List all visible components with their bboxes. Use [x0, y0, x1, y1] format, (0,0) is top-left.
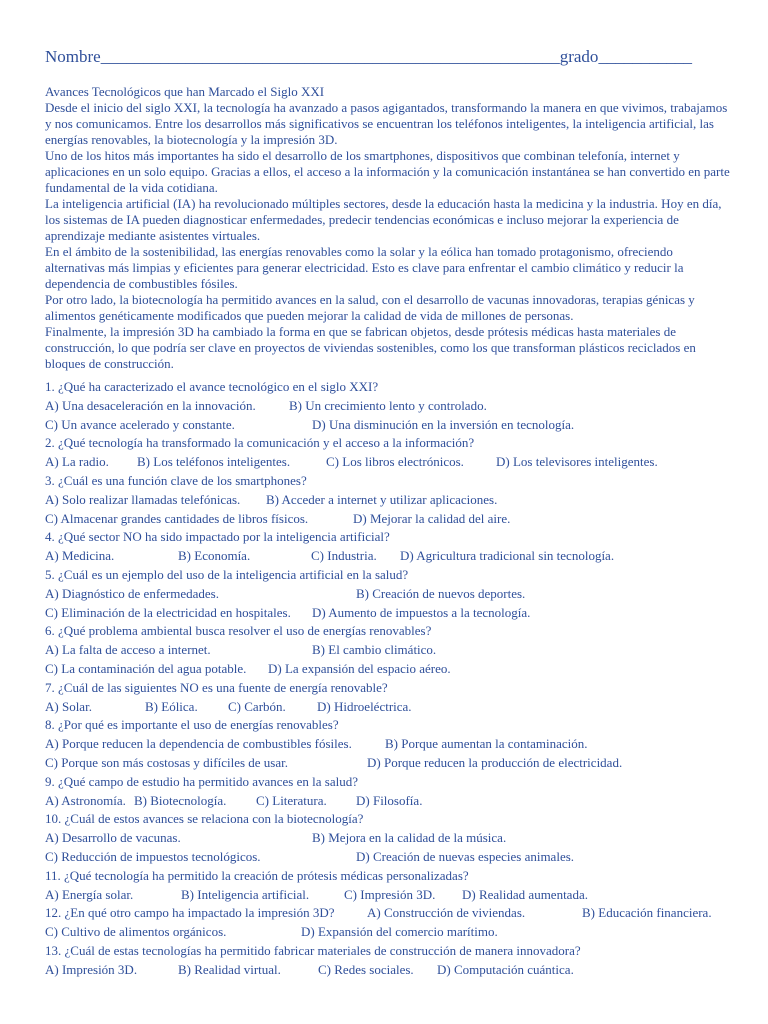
paragraph: Finalmente, la impresión 3D ha cambiado la forma en que se fabrican objetos, desde prótesis médicas hasta materiales de construcción, lo que podría ser clave en proyectos de viviendas sostenibles, como los que transforman plásticos reciclados en bloques de construcción. [45, 324, 696, 371]
answer-option[interactable]: A) Solar. [45, 698, 92, 714]
options-row [45, 886, 745, 905]
answer-option[interactable]: A) Construcción de viviendas. [367, 905, 526, 921]
options-row [45, 641, 745, 660]
question-text [45, 622, 745, 641]
question-text [45, 716, 745, 735]
answer-option[interactable]: A) Diagnóstico de enfermedades. [45, 585, 219, 601]
answer-option[interactable]: A) La falta de acceso a internet. [45, 642, 211, 658]
paragraph: Desde el inicio del siglo XXI, la tecnología ha avanzado a pasos agigantados, transformando la manera en que vivimos, trabajamos y nos comunicamos. Entre los desarrollos más significativos se encuentran los teléfonos inteligentes, la inteligencia artificial, las energías renovables, la biotecnología y la impresión 3D. [45, 100, 728, 147]
answer-option[interactable]: D) Agricultura tradicional sin tecnología. [400, 548, 615, 564]
answer-option[interactable]: D) Mejorar la calidad del aire. [353, 510, 511, 526]
question-text [45, 773, 745, 792]
grade-label: grado [559, 47, 599, 66]
options-row [45, 698, 745, 717]
answer-option[interactable]: D) Realidad aumentada. [462, 886, 588, 902]
question-prompt: 11. ¿Qué tecnología ha permitido la creación de prótesis médicas personalizadas? [45, 867, 469, 883]
answer-option[interactable]: A) Porque reducen la dependencia de combustibles fósiles. [45, 736, 352, 752]
options-row [45, 829, 745, 848]
answer-option[interactable]: A) Astronomía. [45, 792, 126, 808]
answer-option[interactable]: D) Filosofía. [356, 792, 423, 808]
paragraph: En el ámbito de la sostenibilidad, las energías renovables como la solar y la eólica han tomado protagonismo, ofreciendo alternativas más limpias y eficientes para generar electricidad. Esto es clave para enfrentar el cambio climático y reducir la dependencia de combustibles fósiles. [45, 244, 684, 291]
options-row [45, 416, 745, 435]
question-prompt: 3. ¿Cuál es una función clave de los smartphones? [45, 472, 307, 488]
options-row [45, 547, 745, 566]
answer-option[interactable]: A) Una desaceleración en la innovación. [45, 397, 256, 413]
question-prompt: 8. ¿Por qué es importante el uso de energías renovables? [45, 717, 339, 733]
question-prompt: 1. ¿Qué ha caracterizado el avance tecnológico en el siglo XXI? [45, 379, 379, 394]
question-prompt: 13. ¿Cuál de estas tecnologías ha permitido fabricar materiales de construcción de manera innovadora? [45, 942, 581, 958]
paragraph: Uno de los hitos más importantes ha sido el desarrollo de los smartphones, dispositivos que combinan telefonía, internet y aplicaciones en un solo equipo. Gracias a ellos, el acceso a la información y la comunicación instantánea se han convertido en parte fundamental de la vida cotidiana. [45, 148, 730, 195]
answer-option[interactable]: C) Porque son más costosas y difíciles de usar. [45, 754, 288, 770]
paragraph: Por otro lado, la biotecnología ha permitido avances en la salud, con el desarrollo de vacunas innovadoras, terapias génicas y alimentos genéticamente modificados que pueden mejorar la calidad de vida de millones de personas. [45, 292, 695, 323]
options-row [45, 453, 745, 472]
answer-option[interactable]: A) Desarrollo de vacunas. [45, 830, 181, 846]
answer-option[interactable]: B) Acceder a internet y utilizar aplicaciones. [266, 491, 498, 507]
reading-passage [45, 84, 735, 372]
options-row [45, 397, 745, 416]
question-prompt: 2. ¿Qué tecnología ha transformado la comunicación y el acceso a la información? [45, 435, 475, 451]
answer-option[interactable]: C) Un avance acelerado y constante. [45, 416, 235, 432]
answer-option[interactable]: C) Cultivo de alimentos orgánicos. [45, 924, 227, 940]
answer-option[interactable]: A) Impresión 3D. [45, 961, 138, 977]
options-row [45, 510, 745, 529]
answer-option[interactable]: B) Mejora en la calidad de la música. [312, 830, 507, 846]
answer-option[interactable]: A) Solo realizar llamadas telefónicas. [45, 491, 241, 507]
answer-option[interactable]: A) Energía solar. [45, 886, 134, 902]
answer-option[interactable]: C) Industria. [311, 548, 377, 564]
question-text [45, 434, 745, 453]
grade-blank: ___________ [598, 47, 692, 66]
question-prompt: 7. ¿Cuál de las siguientes NO es una fuente de energía renovable? [45, 679, 388, 695]
answer-option[interactable]: C) Literatura. [256, 792, 327, 808]
answer-option[interactable]: D) Expansión del comercio marítimo. [301, 924, 498, 940]
options-row [45, 660, 745, 679]
answer-option[interactable]: B) El cambio climático. [312, 642, 437, 658]
answer-option[interactable]: D) La expansión del espacio aéreo. [268, 660, 451, 676]
question-prompt: 4. ¿Qué sector NO ha sido impactado por la inteligencia artificial? [45, 529, 390, 545]
question-prompt: 9. ¿Qué campo de estudio ha permitido avances en la salud? [45, 773, 358, 789]
answer-option[interactable]: B) Educación financiera. [582, 905, 712, 921]
name-blank: ______________________________________________________ [100, 47, 560, 66]
options-row [45, 585, 745, 604]
answer-option[interactable]: C) Reducción de impuestos tecnológicos. [45, 848, 261, 864]
answer-option[interactable]: C) Almacenar grandes cantidades de libros físicos. [45, 510, 309, 526]
question-text [45, 472, 745, 491]
answer-option[interactable]: D) Los televisores inteligentes. [496, 454, 658, 470]
question-prompt: 12. ¿En qué otro campo ha impactado la impresión 3D? [45, 905, 335, 921]
answer-option[interactable]: C) Impresión 3D. [344, 886, 436, 902]
question-text [45, 867, 745, 886]
answer-option[interactable]: D) Aumento de impuestos a la tecnología. [312, 604, 531, 620]
question-text [45, 679, 745, 698]
answer-option[interactable]: B) Inteligencia artificial. [181, 886, 310, 902]
question-text [45, 528, 745, 547]
question-prompt: 5. ¿Cuál es un ejemplo del uso de la inteligencia artificial en la salud? [45, 566, 409, 582]
options-row [45, 491, 745, 510]
answer-option[interactable]: D) Creación de nuevas especies animales. [356, 848, 575, 864]
question-prompt: 6. ¿Qué problema ambiental busca resolver el uso de energías renovables? [45, 623, 432, 639]
answer-option[interactable]: B) Realidad virtual. [178, 961, 281, 977]
answer-option[interactable]: B) Eólica. [145, 698, 198, 714]
question-text [45, 942, 745, 961]
answer-option[interactable]: B) Biotecnología. [134, 792, 227, 808]
answer-option[interactable]: B) Economía. [178, 548, 251, 564]
options-row [45, 848, 745, 867]
question-text [45, 378, 745, 397]
answer-option[interactable]: C) Redes sociales. [318, 961, 414, 977]
answer-option[interactable]: C) Carbón. [228, 698, 286, 714]
name-label: Nombre [45, 47, 101, 66]
question-list [45, 378, 745, 980]
answer-option[interactable]: B) Porque aumentan la contaminación. [385, 736, 588, 752]
options-row [45, 604, 745, 623]
answer-option[interactable]: D) Computación cuántica. [437, 961, 574, 977]
answer-option[interactable]: B) Un crecimiento lento y controlado. [289, 397, 487, 413]
answer-option[interactable]: B) Los teléfonos inteligentes. [137, 454, 291, 470]
options-row [45, 923, 745, 942]
question-text [45, 904, 745, 923]
student-header [45, 46, 692, 68]
answer-option[interactable]: D) Una disminución en la inversión en tecnología. [312, 416, 575, 432]
answer-option[interactable]: A) La radio. [45, 454, 109, 470]
answer-option[interactable]: D) Hidroeléctrica. [317, 698, 412, 714]
reading-title: Avances Tecnológicos que han Marcado el Siglo XXI [45, 84, 325, 99]
answer-option[interactable]: C) La contaminación del agua potable. [45, 660, 247, 676]
answer-option[interactable]: B) Creación de nuevos deportes. [356, 585, 526, 601]
answer-option[interactable]: A) Medicina. [45, 548, 115, 564]
answer-option[interactable]: C) Eliminación de la electricidad en hospitales. [45, 604, 291, 620]
options-row [45, 754, 745, 773]
options-row [45, 792, 745, 811]
paragraph: La inteligencia artificial (IA) ha revolucionado múltiples sectores, desde la educación hasta la medicina y la industria. Hoy en día, los sistemas de IA pueden diagnosticar enfermedades, predecir tendencias económicas e incluso mejorar la experiencia de aprendizaje mediante asistentes virtuales. [45, 196, 722, 243]
options-row [45, 961, 745, 980]
question-text [45, 810, 745, 829]
question-text [45, 566, 745, 585]
answer-option[interactable]: D) Porque reducen la producción de electricidad. [367, 754, 623, 770]
options-row [45, 735, 745, 754]
answer-option[interactable]: C) Los libros electrónicos. [326, 454, 464, 470]
question-prompt: 10. ¿Cuál de estos avances se relaciona con la biotecnología? [45, 811, 364, 827]
